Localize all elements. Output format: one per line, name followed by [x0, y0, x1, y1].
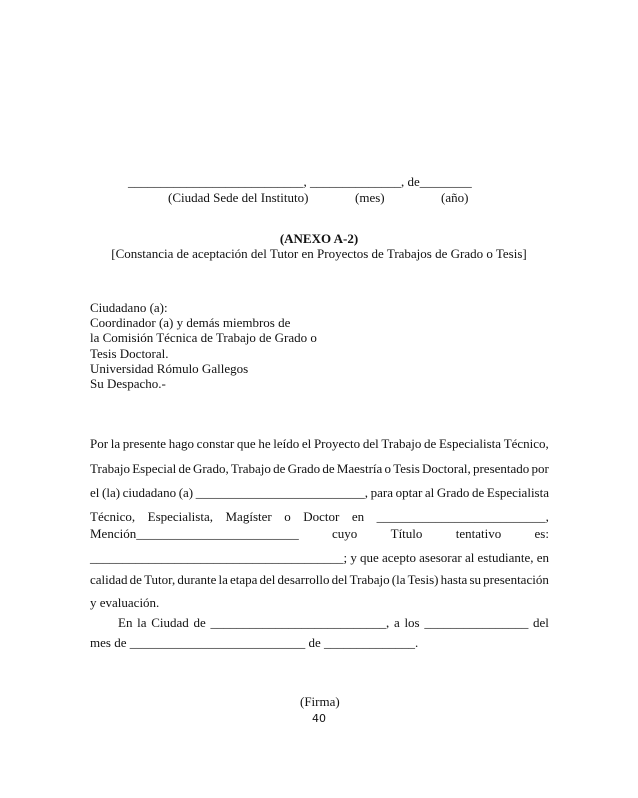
body-word: _______________________________________;	[90, 550, 348, 565]
body-word: es:	[534, 526, 549, 541]
body-line-5	[90, 526, 549, 541]
body-word: Tesis)	[407, 572, 439, 587]
body-word: (la)	[102, 485, 121, 500]
body-word: presentado	[472, 461, 530, 476]
body-word: en	[536, 550, 549, 565]
body-word: Trabajo	[381, 436, 422, 451]
body-word: su	[469, 572, 482, 587]
body-word: o	[284, 509, 291, 524]
addressee-line: Su Despacho.-	[90, 376, 166, 392]
body-word: etapa	[229, 572, 258, 587]
body-word: del	[331, 572, 348, 587]
body-word: (a)	[178, 485, 194, 500]
addressee-line: Tesis Doctoral.	[90, 345, 169, 361]
annex-title: (ANEXO A-2)	[279, 231, 359, 246]
annex-subtitle: [Constancia de aceptación del Tutor en Proyectos de Trabajos de Grado o Tesis]	[111, 246, 527, 261]
body-word: Doctoral,	[422, 461, 471, 476]
body-word: o	[384, 461, 392, 476]
body-word: Trabajo	[230, 461, 271, 476]
body-word: Doctor	[303, 509, 340, 524]
body-word: Título	[390, 526, 423, 541]
body-word: Especialista	[438, 436, 502, 451]
body-word: el	[90, 485, 100, 500]
body-word: Proyecto	[313, 436, 361, 451]
body-word: Grado	[436, 485, 470, 500]
body-word: de	[193, 615, 206, 630]
body-word: Técnico,	[90, 509, 136, 524]
body-word: Por	[90, 436, 109, 451]
body-line-1	[90, 436, 549, 451]
body-word: que	[360, 550, 379, 565]
body-word: del	[259, 572, 276, 587]
body-word: calidad	[90, 572, 128, 587]
body-word: __________________________,	[376, 509, 549, 524]
body-word: hago	[168, 436, 195, 451]
body-word: que	[236, 436, 256, 451]
body-word: he	[258, 436, 271, 451]
body-word: la	[137, 615, 147, 630]
body-word: Maestría	[336, 461, 383, 476]
body-word: a	[393, 615, 400, 630]
body-line-3	[90, 485, 549, 500]
body-word: Trabajo	[349, 572, 390, 587]
body-word: cuyo	[332, 526, 358, 541]
body-word: leído	[273, 436, 300, 451]
body-word: presente	[122, 436, 167, 451]
body-word: presentación	[483, 572, 549, 587]
body-word: Tesis	[393, 461, 420, 476]
body-word: el	[301, 436, 312, 451]
body-line-10: mes de ___________________________ de ______________.	[90, 635, 419, 650]
body-line-2	[90, 461, 549, 476]
body-word: Especialista,	[147, 509, 213, 524]
body-word: al	[464, 550, 475, 565]
body-word: Especialista	[486, 485, 549, 500]
body-word: de	[424, 436, 437, 451]
addressee-block	[90, 300, 317, 391]
body-word: Grado	[287, 461, 321, 476]
addressee-line: la Comisión Técnica de Trabajo de Grado o	[90, 330, 317, 346]
addressee-line: Universidad Rómulo Gallegos	[90, 360, 249, 376]
addressee-line: Ciudadano (a):	[90, 300, 168, 315]
body-word: en	[351, 509, 365, 524]
body-word: Trabajo	[90, 461, 130, 476]
year-label: (año)	[441, 190, 469, 205]
body-word: Magíster	[225, 509, 272, 524]
body-word: (la	[391, 572, 406, 587]
body-word: de	[178, 461, 191, 476]
body-word: Técnico,	[503, 436, 549, 451]
city-label: (Ciudad Sede del Instituto)	[168, 190, 309, 205]
body-word: Grado,	[192, 461, 229, 476]
body-word: ________________	[424, 615, 529, 630]
body-word: tentativo	[455, 526, 502, 541]
body-line-7	[90, 572, 549, 587]
body-word: estudiante,	[477, 550, 534, 565]
body-word: optar	[395, 485, 423, 500]
body-word: la	[110, 436, 121, 451]
body-word: del	[533, 615, 549, 630]
body-word: hasta	[440, 572, 468, 587]
body-word: de	[322, 461, 335, 476]
body-word: __________________________,	[195, 485, 368, 500]
body-line-9	[118, 615, 549, 630]
body-word: de	[472, 485, 485, 500]
body-word: del	[362, 436, 379, 451]
body-word: constar	[196, 436, 235, 451]
body-line-6	[90, 550, 549, 565]
body-word: Ciudad	[151, 615, 189, 630]
addressee-line: Coordinador (a) y demás miembros de	[90, 315, 291, 331]
body-word: En	[118, 615, 133, 630]
body-word: la	[218, 572, 228, 587]
body-word: de	[273, 461, 286, 476]
body-word: Especial	[132, 461, 177, 476]
body-word: los	[404, 615, 420, 630]
body-word: para	[370, 485, 393, 500]
body-word: ___________________________,	[210, 615, 390, 630]
body-word: asesorar	[419, 550, 462, 565]
signature-label: (Firma)	[300, 694, 340, 709]
body-word: de	[129, 572, 142, 587]
body-line-4	[90, 509, 549, 524]
body-word: durante	[177, 572, 217, 587]
body-word: Tutor,	[144, 572, 176, 587]
page-number: 40	[312, 712, 326, 725]
body-word: Mención_________________________	[90, 526, 299, 541]
body-word: y	[350, 550, 357, 565]
body-word: por	[531, 461, 549, 476]
body-line-8: y evaluación.	[90, 595, 160, 610]
month-label: (mes)	[355, 190, 385, 205]
body-word: ciudadano	[122, 485, 177, 500]
body-word: al	[424, 485, 435, 500]
body-word: desarrollo	[277, 572, 330, 587]
body-word: acepto	[382, 550, 416, 565]
place-date-line: ___________________________, ______________, de________	[128, 174, 472, 189]
